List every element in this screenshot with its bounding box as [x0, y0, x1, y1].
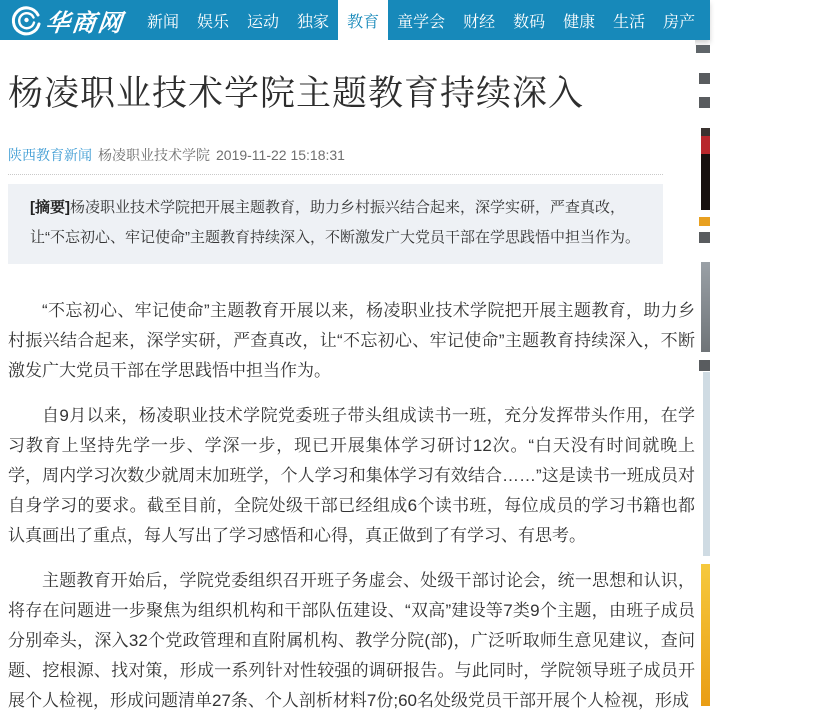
- nav-item-3[interactable]: 独家: [297, 13, 330, 31]
- sidebar-thumbnail-sliver: [701, 262, 710, 352]
- article-body: [8, 296, 695, 716]
- article-paragraph-2: 自9月以来，杨凌职业技术学院党委班子带头组成读书一班，充分发挥带头作用，在学习教育上坚持先学一步、学深一步，现已开展集体学习研讨12次。“白天没有时间就晚上学，周内学习次数少就周末加班学，个人学习和集体学习有效结合……”这是读书一班成员对自身学习的要求。截至目前，全院处级干部已经组成6个读书班，每位成员的学习书籍也都认真画出了重点，每人写出了学习感悟和心得，真正做到了有学习、有思考。: [8, 406, 695, 545]
- article-title: 杨凌职业技术学院主题教育持续深入: [8, 74, 585, 113]
- nav-items: [138, 0, 820, 40]
- sidebar-thumbnail-sliver: [701, 128, 710, 210]
- nav-item-5[interactable]: 童学会: [397, 13, 446, 31]
- nav-item-2[interactable]: 运动: [247, 13, 280, 31]
- sidebar-text-sliver: [699, 232, 710, 243]
- sidebar-text-sliver: [699, 217, 710, 226]
- article-paragraph-3: 主题教育开始后，学院党委组织召开班子务虚会、处级干部讨论会，统一思想和认识，将存在问题进一步聚焦为组织机构和干部队伍建设、“双高”建设等7类9个主题，由班子成员分别牵头，深入32个党政管理和直附属机构、教学分院(部)，广泛听取师生意见建议，查问题、挖根源、找对策，形成一系列针对性较强的调研报告。与此同时，学院领导班子成员开展个人检视，形成问题清单27条、个人剖析材料7份;60名处级党员干部开展个人检视，形成: [8, 571, 695, 710]
- article-paragraph-1: “不忘初心、牢记使命”主题教育开展以来，杨凌职业技术学院把开展主题教育，助力乡村振兴结合起来，深学实研，严查真改，让“不忘初心、牢记使命”主题教育持续深入，不断激发广大党员干部在学思践悟中担当作为。: [8, 301, 695, 380]
- source-link[interactable]: 陕西教育新闻: [8, 147, 92, 163]
- nav-item-0[interactable]: 新闻: [147, 13, 180, 31]
- article-area: [0, 40, 695, 710]
- top-nav: [0, 0, 812, 40]
- nav-item-8[interactable]: 健康: [563, 13, 596, 31]
- nav-item-4[interactable]: 教育: [338, 0, 388, 40]
- sidebar-text-sliver: [699, 73, 710, 84]
- abstract-label: [摘要]: [30, 199, 70, 216]
- abstract-text: 杨凌职业技术学院把开展主题教育，助力乡村振兴结合起来，深学实研，严查真改，让“不忘初心、牢记使命”主题教育持续深入，不断激发广大党员干部在学思践悟中担当作为。: [30, 199, 640, 246]
- sidebar-text-sliver: [699, 97, 710, 108]
- nav-item-6[interactable]: 财经: [463, 13, 496, 31]
- huashang-swirl-icon: [12, 5, 42, 35]
- author-text: 杨凌职业技术学院: [98, 147, 210, 163]
- nav-item-12[interactable]: 城事智: [763, 13, 812, 31]
- nav-item-10[interactable]: 房产: [663, 13, 696, 31]
- publish-datetime: 2019-11-22 15:18:31: [216, 147, 345, 163]
- sidebar-thumbnail-sliver: [703, 372, 710, 556]
- sidebar-text-sliver: [699, 360, 710, 371]
- nav-item-9[interactable]: 生活: [613, 13, 646, 31]
- abstract-box: [8, 184, 663, 264]
- sidebar-header-bar-sliver: [696, 45, 710, 53]
- site-logo-text: 华商网: [44, 9, 126, 37]
- right-sidebar-cutoff: [696, 40, 710, 706]
- site-logo[interactable]: [0, 0, 134, 40]
- byline: [8, 145, 663, 175]
- nav-item-1[interactable]: 娱乐: [197, 13, 230, 31]
- nav-item-7[interactable]: 数码: [513, 13, 546, 31]
- sidebar-thumbnail-sliver: [701, 564, 710, 706]
- nav-item-11[interactable]: 政企: [713, 13, 746, 31]
